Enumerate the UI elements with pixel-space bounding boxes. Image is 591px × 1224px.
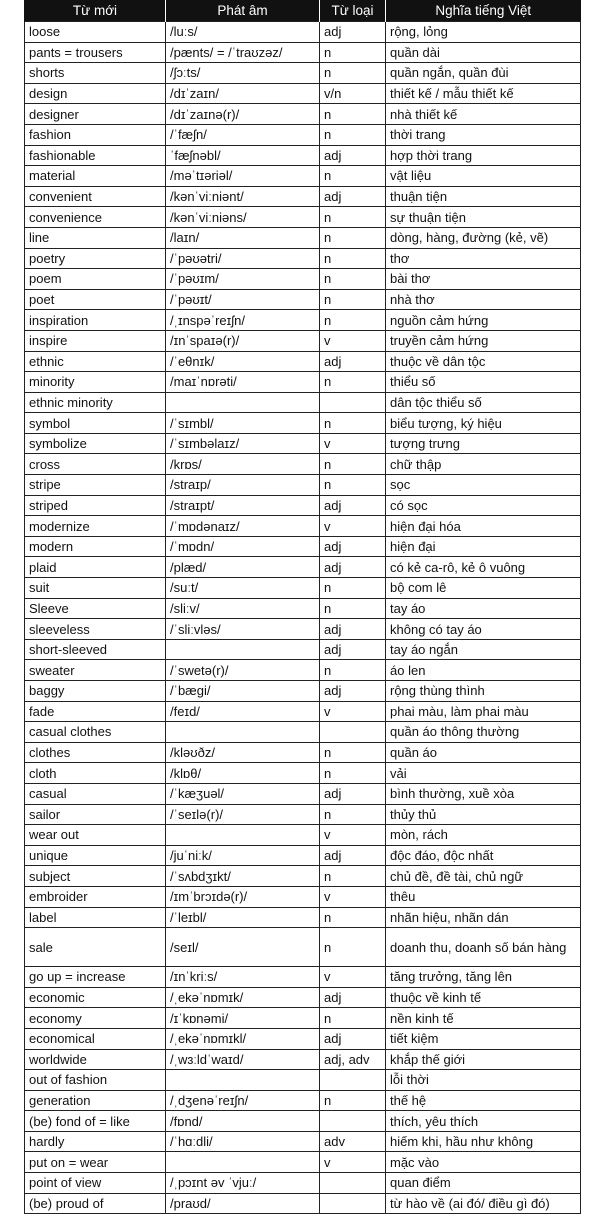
table-row xyxy=(25,289,581,310)
table-row xyxy=(25,413,581,434)
pronunciation-cell: /ɪmˈbrɔɪdə(r)/ xyxy=(166,886,320,907)
pronunciation-cell: /ɪnˈkriːs/ xyxy=(166,967,320,988)
pronunciation-cell: /straɪpt/ xyxy=(166,495,320,516)
word-cell: poetry xyxy=(25,248,166,269)
part-of-speech-cell: n xyxy=(320,742,386,763)
meaning-cell: nền kinh tế xyxy=(386,1008,581,1029)
table-row xyxy=(25,22,581,43)
meaning-cell: thiết kế / mẫu thiết kế xyxy=(386,83,581,104)
part-of-speech-cell: n xyxy=(320,413,386,434)
pronunciation-cell: /ˈpəʊɪm/ xyxy=(166,269,320,290)
word-cell: minority xyxy=(25,372,166,393)
word-cell: baggy xyxy=(25,681,166,702)
pronunciation-cell: /ɪnˈspaɪə(r)/ xyxy=(166,330,320,351)
table-row xyxy=(25,145,581,166)
table-row xyxy=(25,722,581,743)
pronunciation-cell: /ˈswetə(r)/ xyxy=(166,660,320,681)
meaning-cell: hiếm khi, hầu như không xyxy=(386,1131,581,1152)
table-row xyxy=(25,1173,581,1194)
word-cell: out of fashion xyxy=(25,1070,166,1091)
part-of-speech-cell: n xyxy=(320,289,386,310)
meaning-cell: thời trang xyxy=(386,124,581,145)
table-row xyxy=(25,1152,581,1173)
word-cell: ethnic minority xyxy=(25,392,166,413)
part-of-speech-cell: adj xyxy=(320,536,386,557)
meaning-cell: tượng trưng xyxy=(386,433,581,454)
word-cell: material xyxy=(25,166,166,187)
meaning-cell: thiểu số xyxy=(386,372,581,393)
word-cell: subject xyxy=(25,866,166,887)
part-of-speech-cell: n xyxy=(320,454,386,475)
table-row xyxy=(25,557,581,578)
word-cell: shorts xyxy=(25,63,166,84)
meaning-cell: hiện đại xyxy=(386,536,581,557)
part-of-speech-cell: n xyxy=(320,763,386,784)
pronunciation-cell: /ˈfæʃn/ xyxy=(166,124,320,145)
word-cell: modern xyxy=(25,536,166,557)
table-row xyxy=(25,1028,581,1049)
table-row xyxy=(25,63,581,84)
table-row xyxy=(25,330,581,351)
pronunciation-cell: /seɪl/ xyxy=(166,928,320,967)
pronunciation-cell: /juˈniːk/ xyxy=(166,845,320,866)
word-cell: designer xyxy=(25,104,166,125)
part-of-speech-cell: v xyxy=(320,330,386,351)
part-of-speech-cell xyxy=(320,392,386,413)
table-row xyxy=(25,907,581,928)
pronunciation-cell: /ˌwɜːldˈwaɪd/ xyxy=(166,1049,320,1070)
word-cell: design xyxy=(25,83,166,104)
part-of-speech-cell: n xyxy=(320,207,386,228)
meaning-cell: lỗi thời xyxy=(386,1070,581,1091)
part-of-speech-cell: adv xyxy=(320,1131,386,1152)
meaning-cell: vật liệu xyxy=(386,166,581,187)
table-row xyxy=(25,372,581,393)
meaning-cell: hợp thời trang xyxy=(386,145,581,166)
part-of-speech-cell: adj xyxy=(320,145,386,166)
word-cell: inspiration xyxy=(25,310,166,331)
word-cell: point of view xyxy=(25,1173,166,1194)
part-of-speech-cell xyxy=(320,1193,386,1214)
word-cell: sale xyxy=(25,928,166,967)
pronunciation-cell: ˈfæʃnəbl/ xyxy=(166,145,320,166)
meaning-cell: có kẻ ca-rô, kẻ ô vuông xyxy=(386,557,581,578)
pronunciation-cell: /suːt/ xyxy=(166,578,320,599)
meaning-cell: quần áo xyxy=(386,742,581,763)
part-of-speech-cell: v xyxy=(320,516,386,537)
part-of-speech-cell: adj xyxy=(320,495,386,516)
pronunciation-cell xyxy=(166,1152,320,1173)
word-cell: sweater xyxy=(25,660,166,681)
vocabulary-body xyxy=(25,22,581,1214)
word-cell: fashionable xyxy=(25,145,166,166)
meaning-cell: chủ đề, đề tài, chủ ngữ xyxy=(386,866,581,887)
word-cell: sleeveless xyxy=(25,619,166,640)
table-row xyxy=(25,227,581,248)
part-of-speech-cell: n xyxy=(320,227,386,248)
meaning-cell: mặc vào xyxy=(386,1152,581,1173)
part-of-speech-cell: v/n xyxy=(320,83,386,104)
table-row xyxy=(25,598,581,619)
header-new-word: Từ mới xyxy=(25,0,166,22)
meaning-cell: tay áo xyxy=(386,598,581,619)
meaning-cell: sự thuận tiện xyxy=(386,207,581,228)
word-cell: go up = increase xyxy=(25,967,166,988)
word-cell: generation xyxy=(25,1090,166,1111)
word-cell: casual clothes xyxy=(25,722,166,743)
meaning-cell: nhà thiết kế xyxy=(386,104,581,125)
pronunciation-cell xyxy=(166,392,320,413)
word-cell: fashion xyxy=(25,124,166,145)
part-of-speech-cell: v xyxy=(320,701,386,722)
part-of-speech-cell xyxy=(320,1070,386,1091)
table-row xyxy=(25,124,581,145)
part-of-speech-cell: adj, adv xyxy=(320,1049,386,1070)
table-row xyxy=(25,619,581,640)
pronunciation-cell: /ˌɪnspəˈreɪʃn/ xyxy=(166,310,320,331)
word-cell: convenience xyxy=(25,207,166,228)
pronunciation-cell: /ˈkæʒuəl/ xyxy=(166,783,320,804)
pronunciation-cell xyxy=(166,1070,320,1091)
table-row xyxy=(25,578,581,599)
part-of-speech-cell: n xyxy=(320,310,386,331)
table-row xyxy=(25,1111,581,1132)
meaning-cell: từ hào về (ai đó/ điều gì đó) xyxy=(386,1193,581,1214)
table-row xyxy=(25,83,581,104)
pronunciation-cell xyxy=(166,639,320,660)
pronunciation-cell: /ˈbæɡi/ xyxy=(166,681,320,702)
pronunciation-cell: /ˈpəʊətri/ xyxy=(166,248,320,269)
part-of-speech-cell: n xyxy=(320,928,386,967)
part-of-speech-cell: adj xyxy=(320,186,386,207)
meaning-cell: thuộc về dân tộc xyxy=(386,351,581,372)
pronunciation-cell: /maɪˈnɒrəti/ xyxy=(166,372,320,393)
table-row xyxy=(25,825,581,846)
meaning-cell: rộng, lỏng xyxy=(386,22,581,43)
meaning-cell: áo len xyxy=(386,660,581,681)
table-row xyxy=(25,495,581,516)
part-of-speech-cell: n xyxy=(320,660,386,681)
word-cell: ethnic xyxy=(25,351,166,372)
part-of-speech-cell: n xyxy=(320,1090,386,1111)
meaning-cell: thủy thủ xyxy=(386,804,581,825)
pronunciation-cell: /ˈhɑːdli/ xyxy=(166,1131,320,1152)
table-row xyxy=(25,310,581,331)
word-cell: sailor xyxy=(25,804,166,825)
meaning-cell: thơ xyxy=(386,248,581,269)
word-cell: convenient xyxy=(25,186,166,207)
meaning-cell: phai màu, làm phai màu xyxy=(386,701,581,722)
part-of-speech-cell: adj xyxy=(320,619,386,640)
part-of-speech-cell: adj xyxy=(320,557,386,578)
part-of-speech-cell: adj xyxy=(320,22,386,43)
part-of-speech-cell: n xyxy=(320,598,386,619)
pronunciation-cell: /straɪp/ xyxy=(166,475,320,496)
pronunciation-cell: /ˌekəˈnɒmɪkl/ xyxy=(166,1028,320,1049)
meaning-cell: nguồn cảm hứng xyxy=(386,310,581,331)
pronunciation-cell: /laɪn/ xyxy=(166,227,320,248)
word-cell: poet xyxy=(25,289,166,310)
pronunciation-cell: /pænts/ = /ˈtraʊzəz/ xyxy=(166,42,320,63)
table-row xyxy=(25,166,581,187)
table-row xyxy=(25,928,581,967)
part-of-speech-cell: n xyxy=(320,804,386,825)
table-row xyxy=(25,681,581,702)
table-row xyxy=(25,987,581,1008)
pronunciation-cell: /kənˈviːniənt/ xyxy=(166,186,320,207)
table-row xyxy=(25,763,581,784)
pronunciation-cell: /praʊd/ xyxy=(166,1193,320,1214)
part-of-speech-cell: n xyxy=(320,866,386,887)
pronunciation-cell: /ˌdʒenəˈreɪʃn/ xyxy=(166,1090,320,1111)
word-cell: poem xyxy=(25,269,166,290)
word-cell: economical xyxy=(25,1028,166,1049)
word-cell: casual xyxy=(25,783,166,804)
part-of-speech-cell: n xyxy=(320,124,386,145)
word-cell: plaid xyxy=(25,557,166,578)
part-of-speech-cell xyxy=(320,722,386,743)
pronunciation-cell: /luːs/ xyxy=(166,22,320,43)
pronunciation-cell xyxy=(166,722,320,743)
table-row xyxy=(25,742,581,763)
word-cell: cloth xyxy=(25,763,166,784)
word-cell: worldwide xyxy=(25,1049,166,1070)
part-of-speech-cell: n xyxy=(320,578,386,599)
pronunciation-cell: /ˌekəˈnɒmɪk/ xyxy=(166,987,320,1008)
table-row xyxy=(25,804,581,825)
pronunciation-cell: /ɪˈkɒnəmi/ xyxy=(166,1008,320,1029)
part-of-speech-cell: adj xyxy=(320,783,386,804)
table-row xyxy=(25,639,581,660)
word-cell: (be) fond of = like xyxy=(25,1111,166,1132)
table-row xyxy=(25,783,581,804)
pronunciation-cell: /kləʊðz/ xyxy=(166,742,320,763)
meaning-cell: bình thường, xuề xòa xyxy=(386,783,581,804)
table-row xyxy=(25,104,581,125)
table-row xyxy=(25,536,581,557)
table-row xyxy=(25,351,581,372)
meaning-cell: quần dài xyxy=(386,42,581,63)
meaning-cell: doanh thu, doanh số bán hàng xyxy=(386,928,581,967)
pronunciation-cell: /ˈmɒdn/ xyxy=(166,536,320,557)
meaning-cell: quần ngắn, quần đùi xyxy=(386,63,581,84)
part-of-speech-cell: v xyxy=(320,1152,386,1173)
meaning-cell: tiết kiệm xyxy=(386,1028,581,1049)
pronunciation-cell: /fɒnd/ xyxy=(166,1111,320,1132)
meaning-cell: vải xyxy=(386,763,581,784)
table-row xyxy=(25,516,581,537)
meaning-cell: truyền cảm hứng xyxy=(386,330,581,351)
part-of-speech-cell xyxy=(320,1111,386,1132)
word-cell: modernize xyxy=(25,516,166,537)
word-cell: symbolize xyxy=(25,433,166,454)
pronunciation-cell: /plæd/ xyxy=(166,557,320,578)
word-cell: clothes xyxy=(25,742,166,763)
pronunciation-cell: /klɒθ/ xyxy=(166,763,320,784)
table-row xyxy=(25,866,581,887)
pronunciation-cell: /ˈeθnɪk/ xyxy=(166,351,320,372)
table-row xyxy=(25,248,581,269)
word-cell: fade xyxy=(25,701,166,722)
word-cell: (be) proud of xyxy=(25,1193,166,1214)
part-of-speech-cell: adj xyxy=(320,987,386,1008)
pronunciation-cell: /ˈsɪmbl/ xyxy=(166,413,320,434)
table-row xyxy=(25,392,581,413)
word-cell: put on = wear xyxy=(25,1152,166,1173)
word-cell: hardly xyxy=(25,1131,166,1152)
pronunciation-cell: /ˌpɔɪnt əv ˈvjuː/ xyxy=(166,1173,320,1194)
meaning-cell: quan điểm xyxy=(386,1173,581,1194)
meaning-cell: rộng thùng thình xyxy=(386,681,581,702)
part-of-speech-cell: n xyxy=(320,63,386,84)
vocabulary-table xyxy=(24,0,581,1214)
pronunciation-cell: /kənˈviːniəns/ xyxy=(166,207,320,228)
table-row xyxy=(25,1193,581,1214)
part-of-speech-cell: n xyxy=(320,42,386,63)
part-of-speech-cell: adj xyxy=(320,845,386,866)
part-of-speech-cell: n xyxy=(320,104,386,125)
part-of-speech-cell: n xyxy=(320,475,386,496)
table-row xyxy=(25,433,581,454)
pronunciation-cell: /ˈsɪmbəlaɪz/ xyxy=(166,433,320,454)
word-cell: short-sleeved xyxy=(25,639,166,660)
part-of-speech-cell: n xyxy=(320,166,386,187)
part-of-speech-cell: adj xyxy=(320,681,386,702)
part-of-speech-cell: v xyxy=(320,886,386,907)
meaning-cell: sọc xyxy=(386,475,581,496)
meaning-cell: có sọc xyxy=(386,495,581,516)
pronunciation-cell: /ˈleɪbl/ xyxy=(166,907,320,928)
word-cell: stripe xyxy=(25,475,166,496)
table-row xyxy=(25,967,581,988)
meaning-cell: bài thơ xyxy=(386,269,581,290)
meaning-cell: thêu xyxy=(386,886,581,907)
part-of-speech-cell: adj xyxy=(320,639,386,660)
word-cell: line xyxy=(25,227,166,248)
part-of-speech-cell xyxy=(320,1173,386,1194)
pronunciation-cell: /ˈsʌbdʒɪkt/ xyxy=(166,866,320,887)
meaning-cell: thế hệ xyxy=(386,1090,581,1111)
meaning-cell: bộ com lê xyxy=(386,578,581,599)
part-of-speech-cell: v xyxy=(320,967,386,988)
word-cell: symbol xyxy=(25,413,166,434)
meaning-cell: biểu tượng, ký hiệu xyxy=(386,413,581,434)
word-cell: unique xyxy=(25,845,166,866)
table-row xyxy=(25,454,581,475)
pronunciation-cell: /dɪˈzaɪnə(r)/ xyxy=(166,104,320,125)
word-cell: suit xyxy=(25,578,166,599)
table-row xyxy=(25,1131,581,1152)
meaning-cell: mòn, rách xyxy=(386,825,581,846)
meaning-cell: khắp thế giới xyxy=(386,1049,581,1070)
word-cell: embroider xyxy=(25,886,166,907)
part-of-speech-cell: v xyxy=(320,825,386,846)
word-cell: label xyxy=(25,907,166,928)
pronunciation-cell: /məˈtɪəriəl/ xyxy=(166,166,320,187)
part-of-speech-cell: adj xyxy=(320,1028,386,1049)
pronunciation-cell: /ʃɔːts/ xyxy=(166,63,320,84)
pronunciation-cell: /ˈpəʊɪt/ xyxy=(166,289,320,310)
pronunciation-cell: /dɪˈzaɪn/ xyxy=(166,83,320,104)
part-of-speech-cell: n xyxy=(320,269,386,290)
pronunciation-cell: /sliːv/ xyxy=(166,598,320,619)
meaning-cell: dòng, hàng, đường (kẻ, vẽ) xyxy=(386,227,581,248)
word-cell: inspire xyxy=(25,330,166,351)
pronunciation-cell: /ˈseɪlə(r)/ xyxy=(166,804,320,825)
word-cell: cross xyxy=(25,454,166,475)
header-pronunciation: Phát âm xyxy=(166,0,320,22)
meaning-cell: độc đáo, độc nhất xyxy=(386,845,581,866)
meaning-cell: thuận tiện xyxy=(386,186,581,207)
part-of-speech-cell: v xyxy=(320,433,386,454)
part-of-speech-cell: adj xyxy=(320,351,386,372)
header-vietnamese-meaning: Nghĩa tiếng Việt xyxy=(386,0,581,22)
word-cell: loose xyxy=(25,22,166,43)
meaning-cell: nhãn hiệu, nhãn dán xyxy=(386,907,581,928)
part-of-speech-cell: n xyxy=(320,248,386,269)
meaning-cell: không có tay áo xyxy=(386,619,581,640)
table-row xyxy=(25,207,581,228)
table-row xyxy=(25,886,581,907)
table-row xyxy=(25,660,581,681)
header-row xyxy=(25,0,581,22)
meaning-cell: quần áo thông thường xyxy=(386,722,581,743)
table-row xyxy=(25,1008,581,1029)
word-cell: economic xyxy=(25,987,166,1008)
table-row xyxy=(25,1070,581,1091)
meaning-cell: thuộc về kinh tế xyxy=(386,987,581,1008)
meaning-cell: hiện đại hóa xyxy=(386,516,581,537)
pronunciation-cell: /ˈsliːvləs/ xyxy=(166,619,320,640)
pronunciation-cell: /krɒs/ xyxy=(166,454,320,475)
table-row xyxy=(25,845,581,866)
table-row xyxy=(25,42,581,63)
word-cell: striped xyxy=(25,495,166,516)
table-row xyxy=(25,1049,581,1070)
meaning-cell: tăng trưởng, tăng lên xyxy=(386,967,581,988)
pronunciation-cell: /feɪd/ xyxy=(166,701,320,722)
table-row xyxy=(25,701,581,722)
part-of-speech-cell: n xyxy=(320,372,386,393)
part-of-speech-cell: n xyxy=(320,1008,386,1029)
meaning-cell: chữ thập xyxy=(386,454,581,475)
table-row xyxy=(25,1090,581,1111)
word-cell: wear out xyxy=(25,825,166,846)
part-of-speech-cell: n xyxy=(320,907,386,928)
word-cell: Sleeve xyxy=(25,598,166,619)
table-row xyxy=(25,186,581,207)
pronunciation-cell xyxy=(166,825,320,846)
meaning-cell: thích, yêu thích xyxy=(386,1111,581,1132)
word-cell: pants = trousers xyxy=(25,42,166,63)
pronunciation-cell: /ˈmɒdənaɪz/ xyxy=(166,516,320,537)
meaning-cell: tay áo ngắn xyxy=(386,639,581,660)
meaning-cell: dân tộc thiểu số xyxy=(386,392,581,413)
table-row xyxy=(25,269,581,290)
header-part-of-speech: Từ loại xyxy=(320,0,386,22)
word-cell: economy xyxy=(25,1008,166,1029)
table-row xyxy=(25,475,581,496)
meaning-cell: nhà thơ xyxy=(386,289,581,310)
